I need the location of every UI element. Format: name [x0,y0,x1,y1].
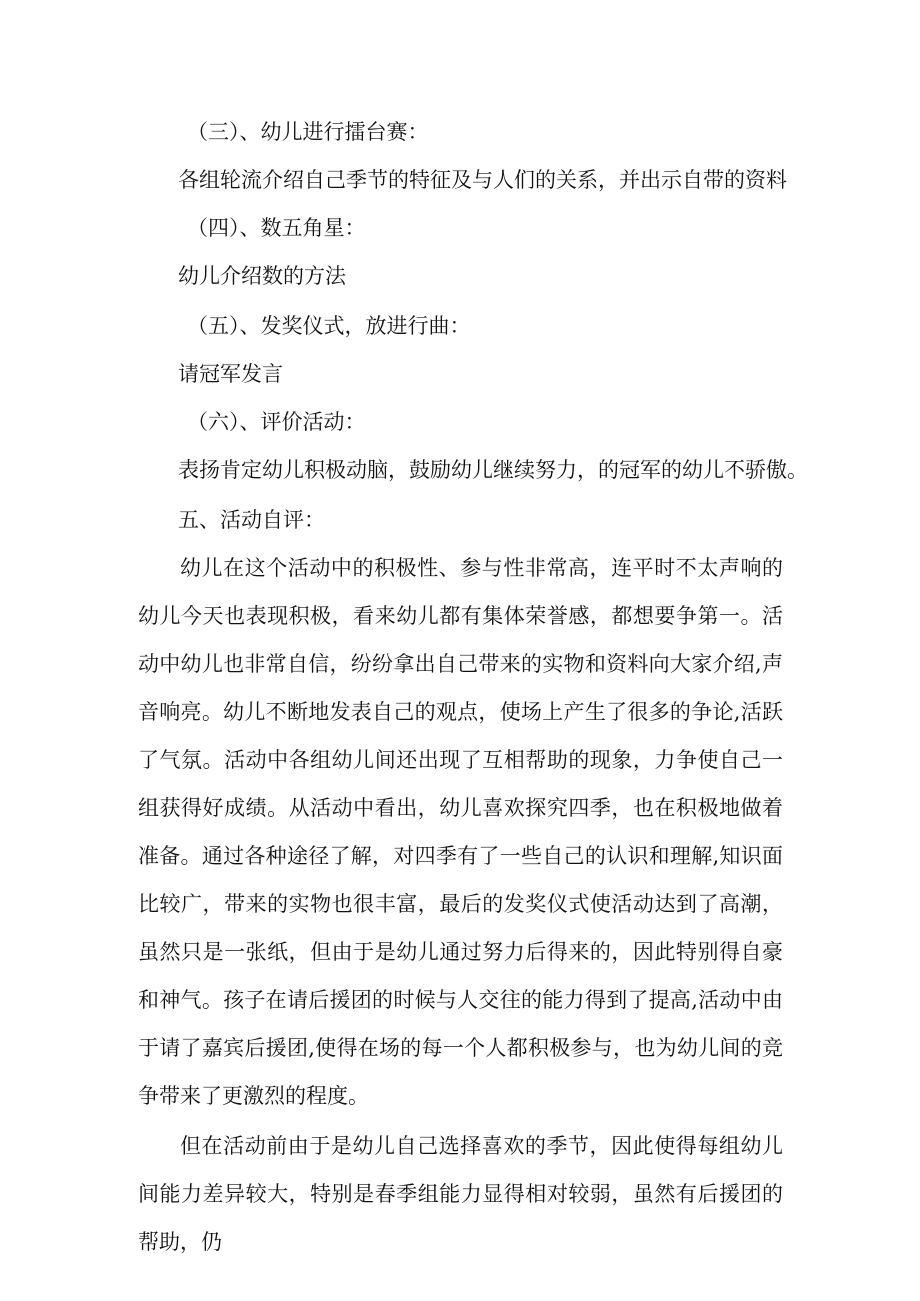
section-heading-6: （六）、评价活动： [187,410,366,434]
paragraph-shortcomings: 但在活动前由于是幼儿自己选择喜欢的季节，因此使得每组幼儿间能力差异较大，特别是春季组能力显得相对较弱，虽然有后援团的帮助，仍 [138,1134,783,1254]
body-line-5: 请冠军发言 [178,362,283,386]
section-heading-4: （四）、数五角星： [187,216,366,240]
body-line-3: 各组轮流介绍自己季节的特征及与人们的关系，并出示自带的资料 [178,168,787,192]
section-heading-5: （五）、发奖仪式，放进行曲： [187,314,471,338]
section-heading-self-evaluation: 五、活动自评： [178,508,325,532]
section-heading-3: （三）、幼儿进行擂台赛： [187,120,429,144]
body-line-6: 表扬肯定幼儿积极动脑，鼓励幼儿继续努力，的冠军的幼儿不骄傲。 [178,458,808,482]
paragraph-self-evaluation: 幼儿在这个活动中的积极性、参与性非常高，连平时不太声响的幼儿今天也表现积极，看来幼儿都有集体荣誉感，都想要争第一。活动中幼儿也非常自信，纷纷拿出自己带来的实物和资料向大家介绍,声音响亮。幼儿不断地发表自己的观点，使场上产生了很多的争论,活跃了气氛。活动中各组幼儿间还出现了互相帮助的现象，力争使自己一组获得好成绩。从活动中看出，幼儿喜欢探究四季，也在积极地做着准备。通过各种途径了解，对四季有了一些自己的认识和理解,知识面比较广，带来的实物也很丰富，最后的发奖仪式使活动达到了高潮，虽然只是一张纸，但由于是幼儿通过努力后得来的，因此特别得自豪和神气。孩子在请后援团的时候与人交往的能力得到了提高,活动中由于请了嘉宾后援团,使得在场的每一个人都积极参与，也为幼儿间的竞争带来了更激烈的程度。 [138,556,783,1108]
body-line-4: 幼儿介绍数的方法 [178,264,346,288]
